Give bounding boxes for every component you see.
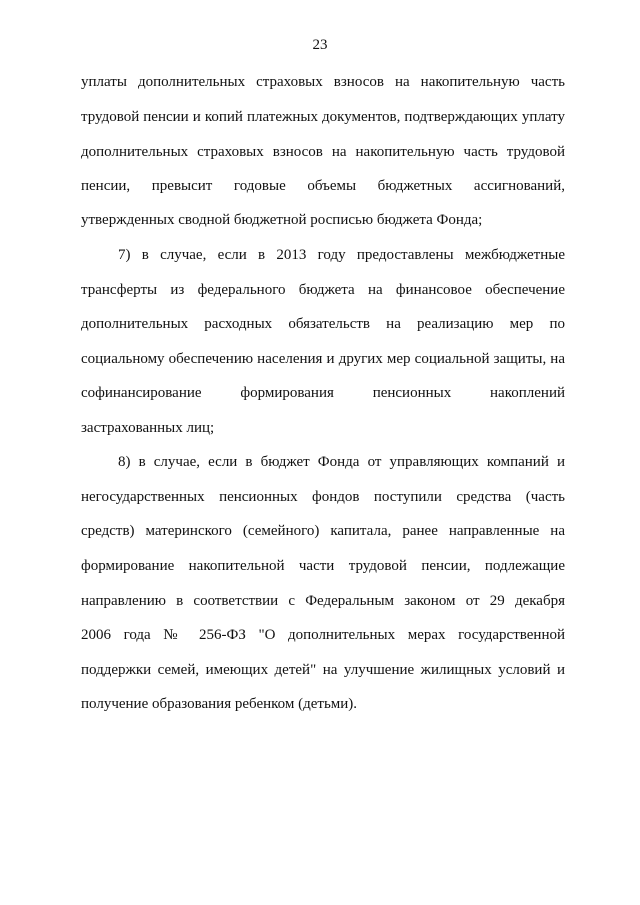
text-line: направлению в соответствии с Федеральным законом от 29 декабря <box>81 593 565 609</box>
text-line: 2006 года № 256-ФЗ "О дополнительных мерах государственной <box>81 627 565 643</box>
text-line: поддержки семей, имеющих детей" на улучшение жилищных условий и <box>81 662 565 678</box>
text-line: негосударственных пенсионных фондов поступили средства (часть <box>81 489 565 505</box>
text-line: дополнительных страховых взносов на накопительную часть трудовой <box>81 144 565 160</box>
text-line: уплаты дополнительных страховых взносов на накопительную часть <box>81 74 565 90</box>
paragraph-8-first-line: 8) в случае, если в бюджет Фонда от управляющих компаний и <box>118 454 565 470</box>
text-line: дополнительных расходных обязательств на реализацию мер по <box>81 316 565 332</box>
text-line: средств) материнского (семейного) капитала, ранее направленные на <box>81 523 565 539</box>
page-number: 23 <box>312 37 328 53</box>
paragraph-7-first-line: 7) в случае, если в 2013 году предоставлены межбюджетные <box>118 247 565 263</box>
text-line: получение образования ребенком (детьми). <box>81 696 358 712</box>
text-line: формирование накопительной части трудовой пенсии, подлежащие <box>81 558 565 574</box>
text-line: трансферты из федерального бюджета на финансовое обеспечение <box>81 282 565 298</box>
text-line: пенсии, превысит годовые объемы бюджетных ассигнований, <box>81 178 565 194</box>
text-line: трудовой пенсии и копий платежных документов, подтверждающих уплату <box>81 109 565 125</box>
text-line: софинансирование формирования пенсионных накоплений <box>81 385 565 401</box>
text-line: социальному обеспечению населения и других мер социальной защиты, на <box>81 351 565 367</box>
text-line: застрахованных лиц; <box>81 420 215 436</box>
text-line: утвержденных сводной бюджетной росписью бюджета Фонда; <box>81 212 483 228</box>
